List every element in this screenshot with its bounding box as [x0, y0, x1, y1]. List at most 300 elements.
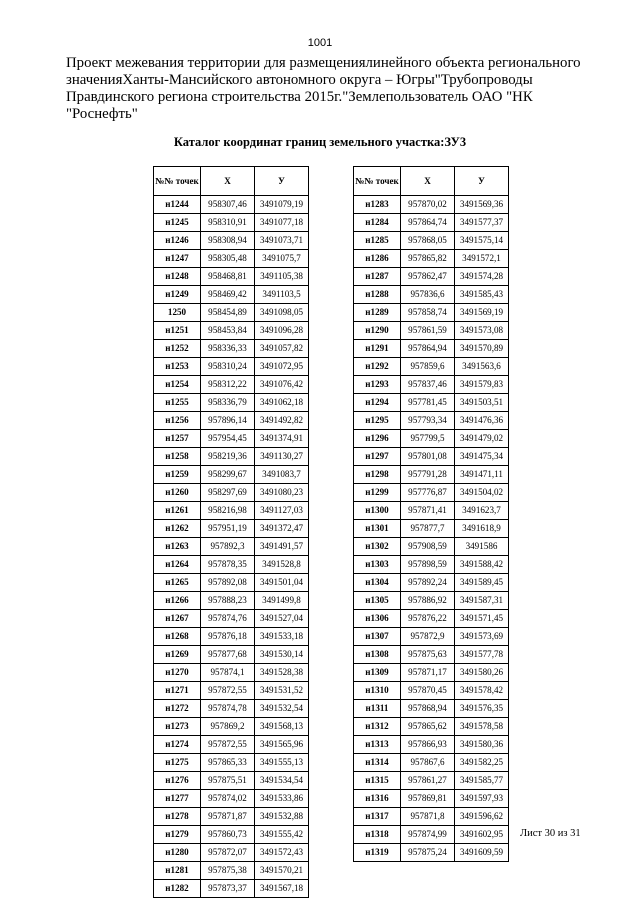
table-row — [354, 808, 509, 826]
point-number: н1272 — [154, 700, 201, 718]
coord-y: 3491075,7 — [255, 250, 309, 268]
coord-x: 958299,67 — [201, 466, 255, 484]
coord-x: 957871,87 — [201, 808, 255, 826]
table-row — [354, 844, 509, 862]
coord-x: 957865,82 — [401, 250, 455, 268]
coord-y: 3491532,54 — [255, 700, 309, 718]
table-row — [354, 484, 509, 502]
coord-x: 957791,28 — [401, 466, 455, 484]
table-row — [154, 556, 309, 574]
coord-y: 3491057,82 — [255, 340, 309, 358]
point-number: н1276 — [154, 772, 201, 790]
coord-y: 3491083,7 — [255, 466, 309, 484]
table-row — [154, 394, 309, 412]
table-row — [354, 304, 509, 322]
table-row — [154, 484, 309, 502]
point-number: н1261 — [154, 502, 201, 520]
coord-y: 3491579,83 — [455, 376, 509, 394]
table-row — [354, 628, 509, 646]
coord-y: 3491533,18 — [255, 628, 309, 646]
table-row — [354, 718, 509, 736]
coord-y: 3491531,52 — [255, 682, 309, 700]
coord-x: 957870,02 — [401, 196, 455, 214]
coord-y: 3491072,95 — [255, 358, 309, 376]
point-number: н1270 — [154, 664, 201, 682]
coord-y: 3491569,36 — [455, 196, 509, 214]
table-row — [354, 682, 509, 700]
table-row — [354, 214, 509, 232]
point-number: н1260 — [154, 484, 201, 502]
point-number: н1263 — [154, 538, 201, 556]
table-row — [354, 790, 509, 808]
coord-y: 3491080,23 — [255, 484, 309, 502]
point-number: н1267 — [154, 610, 201, 628]
point-number: н1289 — [354, 304, 401, 322]
coord-x: 957875,24 — [401, 844, 455, 862]
point-number: н1274 — [154, 736, 201, 754]
coord-x: 957874,1 — [201, 664, 255, 682]
table-row — [354, 232, 509, 250]
coord-x: 958310,91 — [201, 214, 255, 232]
coord-x: 957872,55 — [201, 736, 255, 754]
coord-x: 957859,6 — [401, 358, 455, 376]
coord-x: 957862,47 — [401, 268, 455, 286]
point-number: н1258 — [154, 448, 201, 466]
coord-y: 3491479,02 — [455, 430, 509, 448]
coord-y: 3491567,18 — [255, 880, 309, 898]
coord-x: 958454,89 — [201, 304, 255, 322]
coord-x: 957908,59 — [401, 538, 455, 556]
coord-x: 957871,17 — [401, 664, 455, 682]
coord-x: 958312,22 — [201, 376, 255, 394]
coord-x: 957874,99 — [401, 826, 455, 844]
coord-y: 3491573,69 — [455, 628, 509, 646]
point-number: н1275 — [154, 754, 201, 772]
coord-x: 957869,81 — [401, 790, 455, 808]
point-number: н1319 — [354, 844, 401, 862]
table-row — [154, 268, 309, 286]
table-row — [354, 700, 509, 718]
coord-x: 957861,27 — [401, 772, 455, 790]
coord-x: 957861,59 — [401, 322, 455, 340]
coord-y: 3491573,08 — [455, 322, 509, 340]
coord-y: 3491528,38 — [255, 664, 309, 682]
table-row — [354, 358, 509, 376]
table-row — [354, 646, 509, 664]
table-row — [154, 646, 309, 664]
coord-x: 957875,51 — [201, 772, 255, 790]
coord-y: 3491577,37 — [455, 214, 509, 232]
table-row — [154, 610, 309, 628]
table-row — [354, 610, 509, 628]
coord-y: 3491534,54 — [255, 772, 309, 790]
coord-x: 957865,33 — [201, 754, 255, 772]
coord-x: 957892,3 — [201, 538, 255, 556]
table-row — [154, 430, 309, 448]
point-number: н1290 — [354, 322, 401, 340]
coord-y: 3491073,71 — [255, 232, 309, 250]
table-row — [154, 448, 309, 466]
point-number: 1250 — [154, 304, 201, 322]
coord-x: 958310,24 — [201, 358, 255, 376]
point-number: н1286 — [354, 250, 401, 268]
point-number: н1281 — [154, 862, 201, 880]
coord-x: 957836,6 — [401, 286, 455, 304]
coord-y: 3491572,1 — [455, 250, 509, 268]
coord-y: 3491589,45 — [455, 574, 509, 592]
coord-y: 3491492,82 — [255, 412, 309, 430]
point-number: н1304 — [354, 574, 401, 592]
table-row — [354, 826, 509, 844]
coord-y: 3491096,28 — [255, 322, 309, 340]
point-number: н1305 — [354, 592, 401, 610]
point-number: н1252 — [154, 340, 201, 358]
table-row — [154, 538, 309, 556]
point-number: н1244 — [154, 196, 201, 214]
coord-y: 3491597,93 — [455, 790, 509, 808]
coord-y: 3491530,14 — [255, 646, 309, 664]
coord-x: 957799,5 — [401, 430, 455, 448]
coord-y: 3491555,13 — [255, 754, 309, 772]
table-row — [154, 466, 309, 484]
coord-y: 3491570,21 — [255, 862, 309, 880]
point-number: н1307 — [354, 628, 401, 646]
point-number: н1291 — [354, 340, 401, 358]
point-number: н1273 — [154, 718, 201, 736]
point-number: н1284 — [354, 214, 401, 232]
coord-x: 957898,59 — [401, 556, 455, 574]
coord-y: 3491532,88 — [255, 808, 309, 826]
table-row — [154, 844, 309, 862]
point-number: н1314 — [354, 754, 401, 772]
coord-x: 957892,24 — [401, 574, 455, 592]
point-number: н1318 — [354, 826, 401, 844]
coord-x: 958307,46 — [201, 196, 255, 214]
table-row — [154, 376, 309, 394]
coord-x: 957801,08 — [401, 448, 455, 466]
point-number: н1266 — [154, 592, 201, 610]
coord-y: 3491574,28 — [455, 268, 509, 286]
coord-y: 3491372,47 — [255, 520, 309, 538]
coord-x: 958219,36 — [201, 448, 255, 466]
point-number: н1298 — [354, 466, 401, 484]
sheet-footer: Лист 30 из 31 — [520, 828, 581, 839]
coord-x: 957875,38 — [201, 862, 255, 880]
point-number: н1301 — [354, 520, 401, 538]
coord-x: 957877,68 — [201, 646, 255, 664]
point-number: н1309 — [354, 664, 401, 682]
table-row — [154, 502, 309, 520]
point-number: н1285 — [354, 232, 401, 250]
coord-y: 3491570,89 — [455, 340, 509, 358]
table-row — [354, 466, 509, 484]
coord-y: 3491585,77 — [455, 772, 509, 790]
point-number: н1295 — [354, 412, 401, 430]
coord-y: 3491533,86 — [255, 790, 309, 808]
point-number: н1280 — [154, 844, 201, 862]
coord-x: 957874,02 — [201, 790, 255, 808]
coord-y: 3491491,57 — [255, 538, 309, 556]
coord-y: 3491571,45 — [455, 610, 509, 628]
point-number: н1299 — [354, 484, 401, 502]
point-number: н1253 — [154, 358, 201, 376]
point-number: н1296 — [354, 430, 401, 448]
table-row — [154, 592, 309, 610]
coord-x: 958308,94 — [201, 232, 255, 250]
table-header-row — [154, 167, 309, 196]
coord-y: 3491127,03 — [255, 502, 309, 520]
point-number: н1310 — [354, 682, 401, 700]
table-row — [354, 574, 509, 592]
point-number: н1297 — [354, 448, 401, 466]
table-row — [354, 502, 509, 520]
coord-x: 958469,42 — [201, 286, 255, 304]
point-number: н1264 — [154, 556, 201, 574]
coord-x: 957951,19 — [201, 520, 255, 538]
table-row — [354, 520, 509, 538]
table-row — [354, 556, 509, 574]
table-row — [354, 430, 509, 448]
table-row — [154, 808, 309, 826]
coord-y: 3491076,42 — [255, 376, 309, 394]
coord-x: 957869,2 — [201, 718, 255, 736]
table-row — [354, 340, 509, 358]
point-number: н1308 — [354, 646, 401, 664]
project-title: Проект межевания территории для размещениялинейного объекта регионального значенияХанты-Мансийского автономного округа – Югры"Трубопроводы Правдинского региона строительства 2015г."Землепользователь ОАО "НК "Роснефть" — [66, 55, 581, 122]
coord-y: 3491588,42 — [455, 556, 509, 574]
coord-x: 957954,45 — [201, 430, 255, 448]
coord-x: 957878,35 — [201, 556, 255, 574]
catalog-title: Каталог координат границ земельного участка:ЗУ3 — [173, 135, 467, 149]
coord-y: 3491476,36 — [455, 412, 509, 430]
point-number: н1287 — [354, 268, 401, 286]
coord-x: 957872,07 — [201, 844, 255, 862]
point-number: н1262 — [154, 520, 201, 538]
coord-y: 3491527,04 — [255, 610, 309, 628]
coord-y: 3491103,5 — [255, 286, 309, 304]
coord-x: 958305,48 — [201, 250, 255, 268]
point-number: н1256 — [154, 412, 201, 430]
point-number: н1312 — [354, 718, 401, 736]
point-number: н1251 — [154, 322, 201, 340]
header-point: №№ точек — [154, 167, 201, 196]
table-row — [154, 196, 309, 214]
coord-y: 3491499,8 — [255, 592, 309, 610]
table-row — [354, 664, 509, 682]
coord-x: 957892,08 — [201, 574, 255, 592]
coord-y: 3491575,14 — [455, 232, 509, 250]
coord-x: 957871,41 — [401, 502, 455, 520]
coord-x: 957776,87 — [401, 484, 455, 502]
coord-x: 957837,46 — [401, 376, 455, 394]
header-point: №№ точек — [354, 167, 401, 196]
coord-y: 3491587,31 — [455, 592, 509, 610]
table-row — [154, 358, 309, 376]
point-number: н1313 — [354, 736, 401, 754]
table-row — [354, 196, 509, 214]
coord-x: 957876,22 — [401, 610, 455, 628]
table-row — [154, 574, 309, 592]
point-number: н1245 — [154, 214, 201, 232]
point-number: н1288 — [354, 286, 401, 304]
table-header-row — [354, 167, 509, 196]
table-row — [154, 790, 309, 808]
table-row — [354, 412, 509, 430]
coord-x: 957793,34 — [401, 412, 455, 430]
table-row — [154, 718, 309, 736]
coord-x: 957865,62 — [401, 718, 455, 736]
coord-x: 958453,84 — [201, 322, 255, 340]
point-number: н1271 — [154, 682, 201, 700]
page-number: 1001 — [307, 37, 333, 49]
header-x: X — [201, 167, 255, 196]
coord-y: 3491580,36 — [455, 736, 509, 754]
coord-y: 3491602,95 — [455, 826, 509, 844]
header-y: У — [455, 167, 509, 196]
point-number: н1268 — [154, 628, 201, 646]
coord-y: 3491077,18 — [255, 214, 309, 232]
table-row — [154, 520, 309, 538]
coord-x: 957876,18 — [201, 628, 255, 646]
point-number: н1303 — [354, 556, 401, 574]
table-body-right — [354, 196, 509, 862]
coord-y: 3491582,25 — [455, 754, 509, 772]
coord-x: 957872,9 — [401, 628, 455, 646]
coord-y: 3491475,34 — [455, 448, 509, 466]
coord-y: 3491471,11 — [455, 466, 509, 484]
table-row — [154, 682, 309, 700]
coord-x: 957868,94 — [401, 700, 455, 718]
coord-y: 3491105,38 — [255, 268, 309, 286]
table-row — [154, 214, 309, 232]
point-number: н1282 — [154, 880, 201, 898]
coord-x: 957871,8 — [401, 808, 455, 826]
table-row — [354, 592, 509, 610]
point-number: н1302 — [354, 538, 401, 556]
table-row — [354, 322, 509, 340]
table-row — [154, 412, 309, 430]
coord-y: 3491586 — [455, 538, 509, 556]
point-number: н1249 — [154, 286, 201, 304]
coord-x: 957860,73 — [201, 826, 255, 844]
table-row — [354, 250, 509, 268]
table-row — [154, 628, 309, 646]
coord-x: 957870,45 — [401, 682, 455, 700]
coord-x: 957873,37 — [201, 880, 255, 898]
table-row — [354, 268, 509, 286]
coord-y: 3491585,43 — [455, 286, 509, 304]
table-row — [154, 826, 309, 844]
point-number: н1277 — [154, 790, 201, 808]
table-row — [154, 322, 309, 340]
coord-x: 957864,74 — [401, 214, 455, 232]
coord-y: 3491609,59 — [455, 844, 509, 862]
coord-x: 957896,14 — [201, 412, 255, 430]
coord-x: 957867,6 — [401, 754, 455, 772]
coord-y: 3491572,43 — [255, 844, 309, 862]
coord-x: 957872,55 — [201, 682, 255, 700]
point-number: н1265 — [154, 574, 201, 592]
table-row — [154, 772, 309, 790]
coord-y: 3491596,62 — [455, 808, 509, 826]
table-row — [154, 700, 309, 718]
table-row — [154, 862, 309, 880]
coord-y: 3491098,05 — [255, 304, 309, 322]
coord-y: 3491563,6 — [455, 358, 509, 376]
coord-y: 3491623,7 — [455, 502, 509, 520]
coord-x: 957874,76 — [201, 610, 255, 628]
coord-x: 957877,7 — [401, 520, 455, 538]
table-row — [354, 538, 509, 556]
coord-y: 3491580,26 — [455, 664, 509, 682]
point-number: н1255 — [154, 394, 201, 412]
table-row — [354, 736, 509, 754]
coord-y: 3491578,58 — [455, 718, 509, 736]
coord-x: 957875,63 — [401, 646, 455, 664]
coord-y: 3491555,42 — [255, 826, 309, 844]
table-row — [354, 394, 509, 412]
header-x: X — [401, 167, 455, 196]
coord-x: 958336,79 — [201, 394, 255, 412]
table-row — [154, 286, 309, 304]
coordinates-table-right — [353, 166, 509, 862]
coord-y: 3491569,19 — [455, 304, 509, 322]
coord-y: 3491130,27 — [255, 448, 309, 466]
coord-y: 3491501,04 — [255, 574, 309, 592]
coord-y: 3491528,8 — [255, 556, 309, 574]
table-row — [154, 250, 309, 268]
point-number: н1317 — [354, 808, 401, 826]
table-row — [154, 880, 309, 898]
coord-y: 3491504,02 — [455, 484, 509, 502]
table-row — [154, 664, 309, 682]
coord-y: 3491374,91 — [255, 430, 309, 448]
table-row — [154, 754, 309, 772]
coord-x: 957781,45 — [401, 394, 455, 412]
point-number: н1293 — [354, 376, 401, 394]
coord-x: 957858,74 — [401, 304, 455, 322]
point-number: н1294 — [354, 394, 401, 412]
coord-x: 958336,33 — [201, 340, 255, 358]
coord-y: 3491565,96 — [255, 736, 309, 754]
coord-y: 3491079,19 — [255, 196, 309, 214]
coord-x: 957888,23 — [201, 592, 255, 610]
point-number: н1254 — [154, 376, 201, 394]
point-number: н1279 — [154, 826, 201, 844]
coord-y: 3491062,18 — [255, 394, 309, 412]
point-number: н1306 — [354, 610, 401, 628]
coord-y: 3491618,9 — [455, 520, 509, 538]
point-number: н1315 — [354, 772, 401, 790]
coord-y: 3491577,78 — [455, 646, 509, 664]
table-row — [354, 448, 509, 466]
point-number: н1246 — [154, 232, 201, 250]
point-number: н1257 — [154, 430, 201, 448]
point-number: н1283 — [354, 196, 401, 214]
coord-x: 958216,98 — [201, 502, 255, 520]
point-number: н1247 — [154, 250, 201, 268]
coord-x: 957868,05 — [401, 232, 455, 250]
coordinates-table-left — [153, 166, 309, 898]
table-row — [154, 736, 309, 754]
table-row — [354, 754, 509, 772]
point-number: н1292 — [354, 358, 401, 376]
point-number: н1316 — [354, 790, 401, 808]
table-body-left — [154, 196, 309, 898]
coord-x: 957866,93 — [401, 736, 455, 754]
coord-x: 958468,81 — [201, 268, 255, 286]
point-number: н1300 — [354, 502, 401, 520]
